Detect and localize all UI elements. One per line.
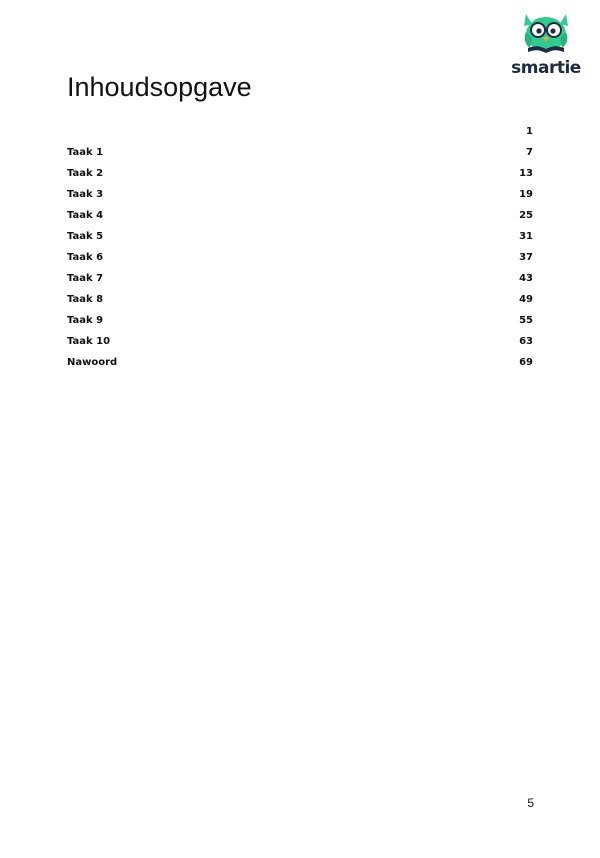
toc-entry[interactable] xyxy=(67,121,533,142)
logo-wordmark: smartie xyxy=(511,58,581,78)
owl-logo-icon xyxy=(518,8,574,58)
toc-entry-label: Taak 8 xyxy=(67,294,104,305)
toc-entry[interactable] xyxy=(67,289,533,310)
toc-entry[interactable] xyxy=(67,310,533,331)
toc-entry-page: 1 xyxy=(526,126,533,137)
toc-entry-label: Nawoord xyxy=(67,357,118,368)
toc-entry-label: Taak 10 xyxy=(67,336,111,347)
toc-entry-page: 13 xyxy=(519,168,533,179)
toc-entry-page: 19 xyxy=(519,189,533,200)
page-title: Inhoudsopgave xyxy=(67,72,252,102)
toc-entry[interactable] xyxy=(67,247,533,268)
toc-entry-page: 63 xyxy=(519,336,533,347)
toc-entry[interactable] xyxy=(67,268,533,289)
toc-entry-label: Taak 7 xyxy=(67,273,104,284)
toc-entry-page: 43 xyxy=(519,273,533,284)
toc-entry[interactable] xyxy=(67,142,533,163)
toc-entry[interactable] xyxy=(67,163,533,184)
toc-entry-label: Taak 2 xyxy=(67,168,104,179)
toc-entry-label: Taak 6 xyxy=(67,252,104,263)
toc-entry-label: Taak 9 xyxy=(67,315,104,326)
toc-entry-label: Taak 1 xyxy=(67,147,104,158)
toc-entry-label: Taak 4 xyxy=(67,210,104,221)
table-of-contents xyxy=(67,121,533,373)
toc-entry-label: Taak 5 xyxy=(67,231,104,242)
toc-entry-label: Taak 3 xyxy=(67,189,104,200)
toc-entry-page: 37 xyxy=(519,252,533,263)
toc-entry-page: 7 xyxy=(526,147,533,158)
toc-entry-page: 25 xyxy=(519,210,533,221)
toc-entry[interactable] xyxy=(67,331,533,352)
toc-entry-page: 69 xyxy=(519,357,533,368)
toc-entry-page: 55 xyxy=(519,315,533,326)
toc-entry[interactable] xyxy=(67,184,533,205)
toc-entry[interactable] xyxy=(67,226,533,247)
toc-entry[interactable] xyxy=(67,352,533,373)
toc-entry-page: 31 xyxy=(519,231,533,242)
smartie-logo xyxy=(511,8,581,78)
page-number: 5 xyxy=(527,796,534,810)
toc-entry-page: 49 xyxy=(519,294,533,305)
toc-entry[interactable] xyxy=(67,205,533,226)
